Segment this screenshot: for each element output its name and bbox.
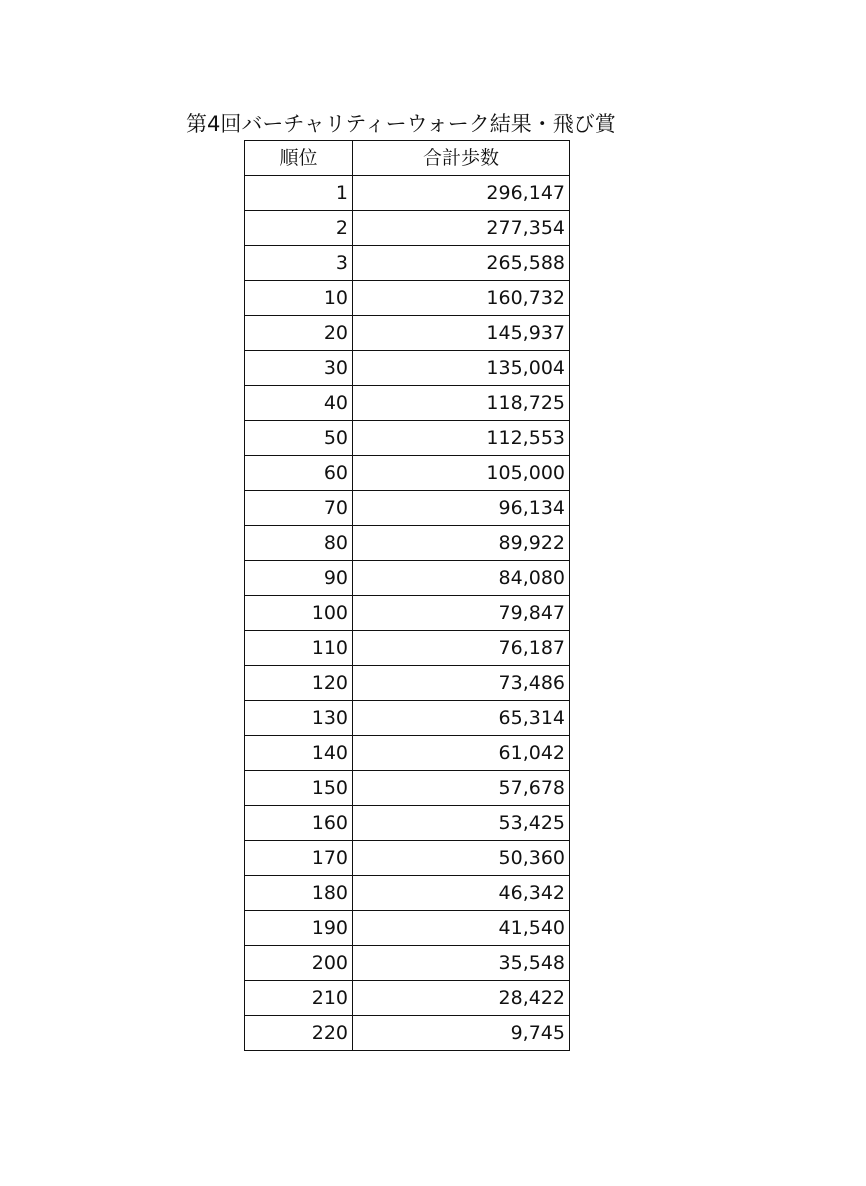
table-header: [245, 141, 570, 176]
table-row: [245, 911, 570, 946]
total-steps-cell: 96,134: [353, 491, 570, 526]
table-row: [245, 351, 570, 386]
table-row: [245, 771, 570, 806]
rank-cell: 70: [245, 491, 353, 526]
total-steps-cell: 57,678: [353, 771, 570, 806]
rank-cell: 80: [245, 526, 353, 561]
document-title: 第4回バーチャリティーウォーク結果・飛び賞: [186, 112, 616, 136]
table-row: [245, 736, 570, 771]
table-row: [245, 806, 570, 841]
table-row: [245, 526, 570, 561]
table-body: [245, 176, 570, 1051]
rank-cell: 3: [245, 246, 353, 281]
table-row: [245, 491, 570, 526]
rank-cell: 30: [245, 351, 353, 386]
rank-cell: 50: [245, 421, 353, 456]
total-steps-cell: 79,847: [353, 596, 570, 631]
rank-cell: 220: [245, 1016, 353, 1051]
total-steps-cell: 112,553: [353, 421, 570, 456]
table-row: [245, 386, 570, 421]
rank-cell: 160: [245, 806, 353, 841]
table-row: [245, 946, 570, 981]
table-row: [245, 701, 570, 736]
table-row: [245, 596, 570, 631]
header-rank: 順位: [245, 141, 353, 176]
total-steps-cell: 53,425: [353, 806, 570, 841]
table-row: [245, 981, 570, 1016]
table-row: [245, 421, 570, 456]
table-row: [245, 246, 570, 281]
table-row: [245, 176, 570, 211]
table-row: [245, 211, 570, 246]
rank-cell: 150: [245, 771, 353, 806]
total-steps-cell: 50,360: [353, 841, 570, 876]
table-row: [245, 316, 570, 351]
rank-cell: 120: [245, 666, 353, 701]
total-steps-cell: 84,080: [353, 561, 570, 596]
total-steps-cell: 9,745: [353, 1016, 570, 1051]
table-row: [245, 841, 570, 876]
rank-cell: 100: [245, 596, 353, 631]
rank-cell: 1: [245, 176, 353, 211]
total-steps-cell: 145,937: [353, 316, 570, 351]
table-row: [245, 561, 570, 596]
total-steps-cell: 118,725: [353, 386, 570, 421]
table-row: [245, 281, 570, 316]
rank-cell: 90: [245, 561, 353, 596]
total-steps-cell: 160,732: [353, 281, 570, 316]
total-steps-cell: 35,548: [353, 946, 570, 981]
table-row: [245, 876, 570, 911]
table-row: [245, 1016, 570, 1051]
table-row: [245, 631, 570, 666]
rank-cell: 20: [245, 316, 353, 351]
total-steps-cell: 46,342: [353, 876, 570, 911]
rank-cell: 110: [245, 631, 353, 666]
total-steps-cell: 76,187: [353, 631, 570, 666]
header-total-steps: 合計歩数: [353, 141, 570, 176]
total-steps-cell: 73,486: [353, 666, 570, 701]
table-row: [245, 456, 570, 491]
rank-cell: 200: [245, 946, 353, 981]
rank-cell: 2: [245, 211, 353, 246]
total-steps-cell: 61,042: [353, 736, 570, 771]
rank-cell: 60: [245, 456, 353, 491]
rank-cell: 170: [245, 841, 353, 876]
rank-cell: 40: [245, 386, 353, 421]
table-row: [245, 666, 570, 701]
total-steps-cell: 28,422: [353, 981, 570, 1016]
results-table: [244, 140, 570, 1051]
rank-cell: 210: [245, 981, 353, 1016]
header-row: [245, 141, 570, 176]
rank-cell: 130: [245, 701, 353, 736]
rank-cell: 140: [245, 736, 353, 771]
total-steps-cell: 296,147: [353, 176, 570, 211]
total-steps-cell: 105,000: [353, 456, 570, 491]
total-steps-cell: 89,922: [353, 526, 570, 561]
total-steps-cell: 135,004: [353, 351, 570, 386]
rank-cell: 10: [245, 281, 353, 316]
rank-cell: 190: [245, 911, 353, 946]
total-steps-cell: 41,540: [353, 911, 570, 946]
total-steps-cell: 65,314: [353, 701, 570, 736]
total-steps-cell: 277,354: [353, 211, 570, 246]
rank-cell: 180: [245, 876, 353, 911]
total-steps-cell: 265,588: [353, 246, 570, 281]
